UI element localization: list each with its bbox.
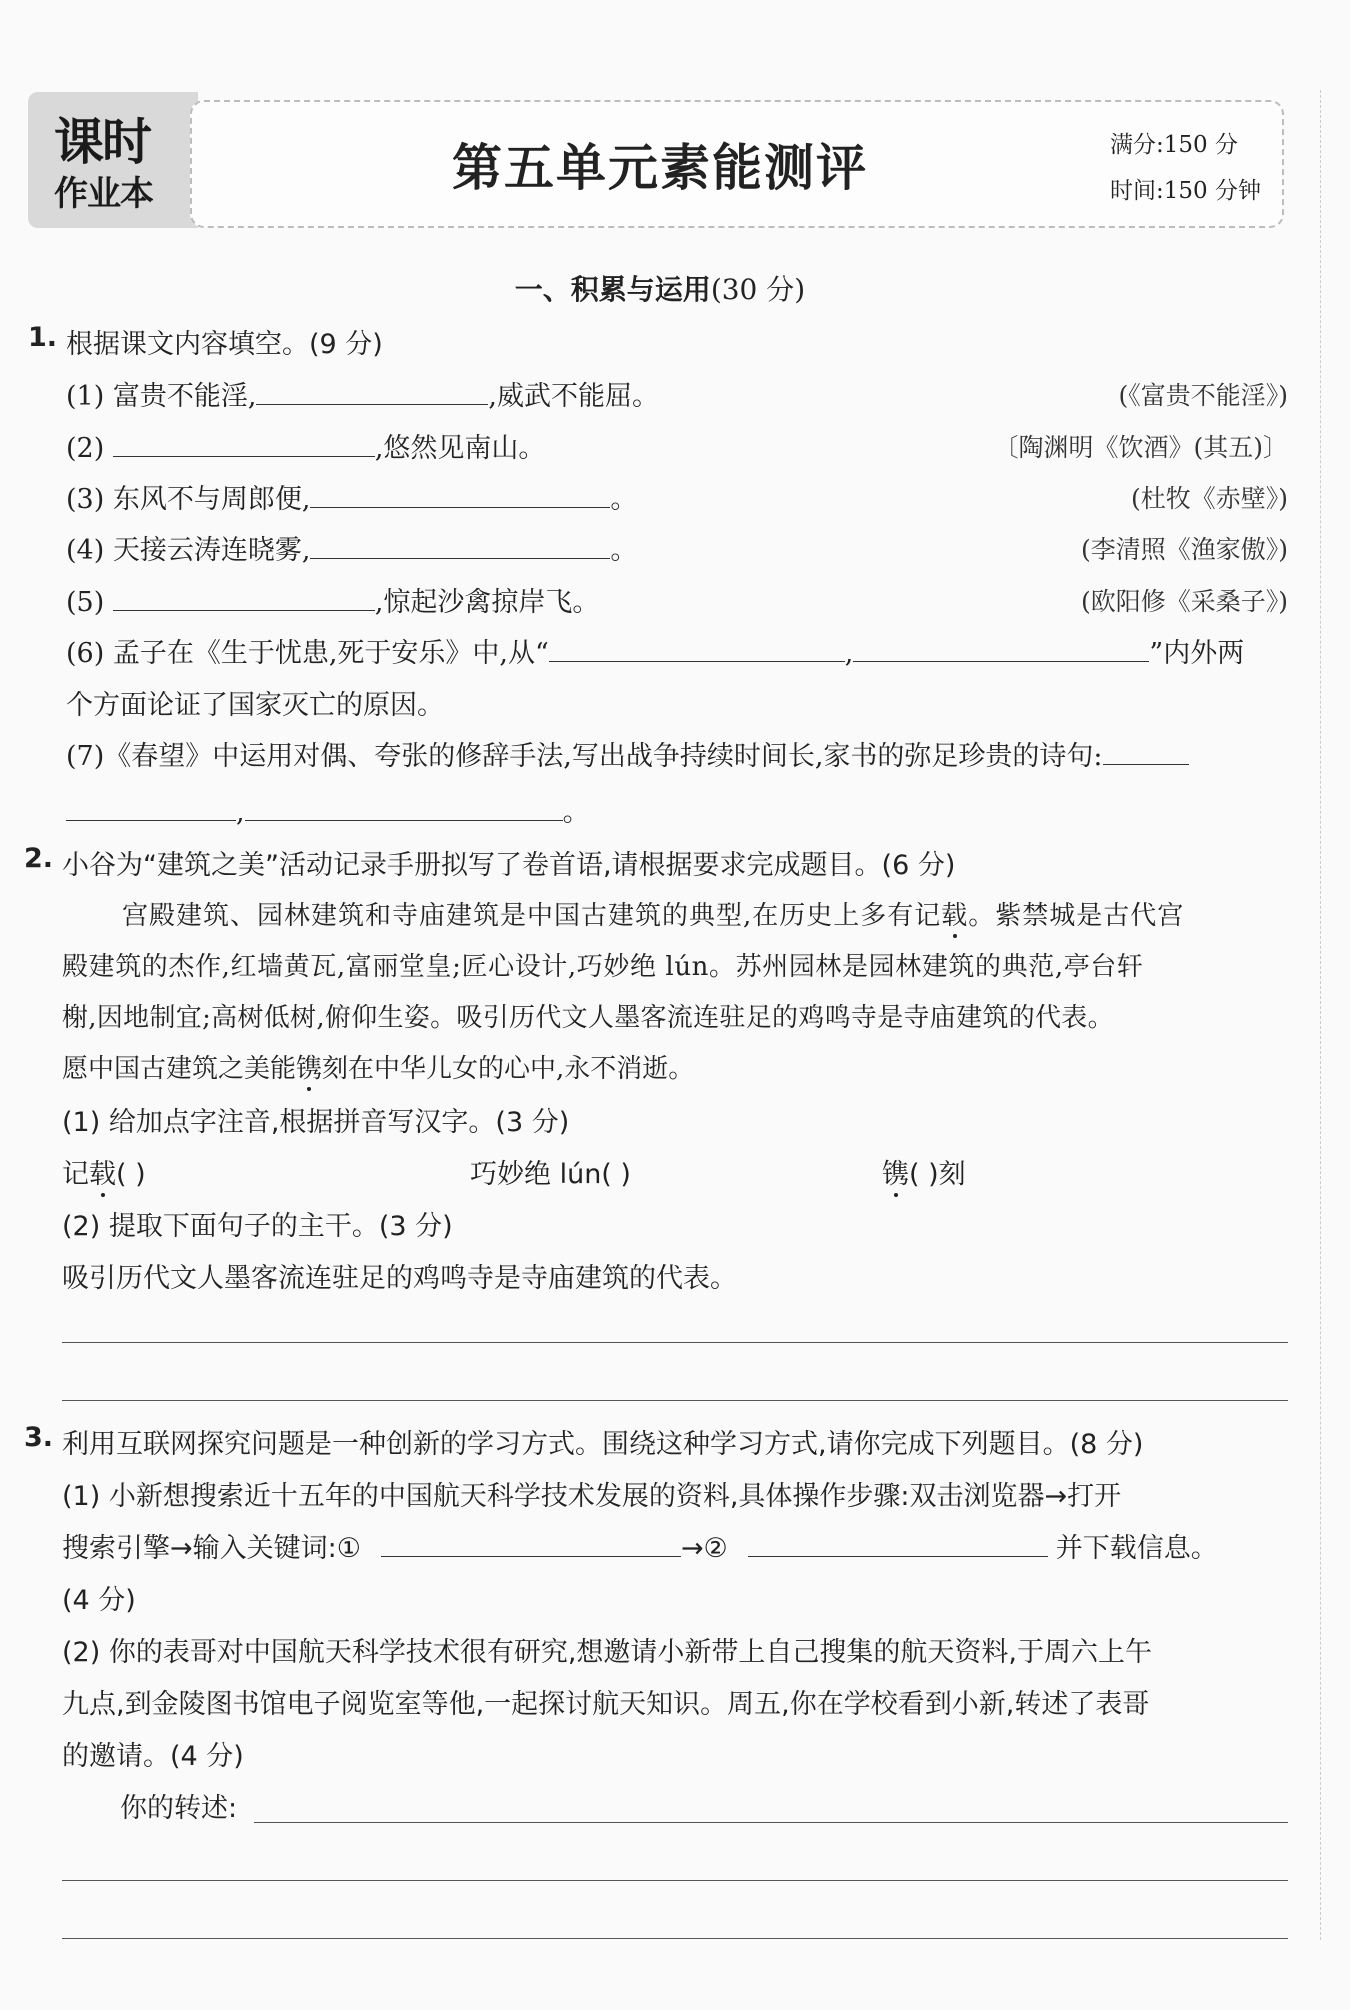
fill-item-4: [66, 528, 637, 567]
page-title: 第五单元素能测评: [452, 138, 868, 197]
fill-item-text: 。: [610, 535, 638, 566]
answer-line[interactable]: [62, 1400, 1288, 1401]
sub-question-cont: 的邀请。(4 分): [62, 1741, 244, 1772]
answer-blank[interactable]: [66, 798, 236, 821]
dotted-character: 载: [89, 1159, 116, 1190]
dotted-character: 载: [941, 901, 969, 931]
question-prompt: 根据课文内容填空。(9 分): [66, 329, 383, 360]
source-citation: (杜牧《赤壁》): [1130, 484, 1288, 513]
answer-blank[interactable]: [256, 382, 488, 405]
keyword-blank-1[interactable]: [381, 1534, 681, 1557]
fill-text: 记: [62, 1159, 89, 1190]
fill-item-text: (4) 天接云涛连晓雾,: [66, 535, 311, 566]
fill-item-7: [66, 734, 1189, 773]
answer-blank[interactable]: [310, 485, 610, 508]
answer-blank[interactable]: [113, 434, 375, 457]
fill-item-text: ,悠然见南山。: [374, 433, 546, 464]
answer-line[interactable]: [62, 1880, 1288, 1881]
passage-line: [62, 1048, 694, 1085]
fill-item-5: [66, 580, 599, 619]
keyword-blank-2[interactable]: [748, 1534, 1048, 1557]
source-citation: (欧阳修《采桑子》): [1080, 587, 1288, 616]
logo-line1: 课时: [54, 113, 150, 171]
question-number: 3.: [24, 1422, 54, 1453]
fill-item-text: 。: [562, 797, 590, 828]
fill-item-6: [66, 631, 1244, 670]
fill-item-text: (7)《春望》中运用对偶、夸张的修辞手法,写出战争持续时间长,家书的弥足珍贵的诗句:: [66, 741, 1103, 772]
section-points: (30 分): [710, 273, 806, 306]
separator: ,: [844, 638, 854, 669]
dotted-character: 镌: [296, 1054, 323, 1084]
fill-item-6-cont: 个方面论证了国家灭亡的原因。: [66, 690, 444, 721]
section-title: [0, 268, 1320, 308]
answer-blank[interactable]: [1103, 742, 1189, 765]
answer-paren[interactable]: ( ): [116, 1159, 146, 1190]
fill-item-text: (2): [66, 433, 113, 464]
fill-item-text: ”内外两: [1149, 638, 1245, 669]
fill-item-text: (3) 东风不与周郎便,: [66, 484, 311, 515]
answer-line[interactable]: [62, 1342, 1288, 1343]
logo-line2: 作业本: [54, 174, 153, 214]
answer-blank[interactable]: [549, 639, 845, 662]
question-number: 1.: [28, 322, 58, 353]
dotted-character: 镌: [882, 1159, 909, 1190]
fill-item-3: [66, 477, 637, 516]
sub-question-cont: [62, 1526, 1218, 1565]
fill-text: 并下载信息。: [1055, 1533, 1218, 1564]
separator: ,: [236, 797, 245, 828]
source-citation: 〔陶渊明《饮酒》(其五)〕: [993, 433, 1288, 462]
question-number: 2.: [24, 843, 54, 874]
passage-text: 。紫禁城是古代宫: [968, 901, 1185, 931]
answer-line[interactable]: [254, 1822, 1288, 1823]
answer-blank[interactable]: [113, 588, 375, 611]
fill-item-text: ,威武不能屈。: [488, 381, 660, 412]
fill-item-2: [66, 426, 545, 465]
fill-item-text: (1) 富贵不能淫,: [66, 381, 257, 412]
answer-blank[interactable]: [310, 536, 610, 559]
fill-item-7-cont: [66, 790, 590, 829]
question-prompt: 小谷为“建筑之美”活动记录手册拟写了卷首语,请根据要求完成题目。(6 分): [62, 850, 956, 881]
fill-item-text: (6) 孟子在《生于忧患,死于安乐》中,从“: [66, 638, 549, 669]
arrow-text: →②: [680, 1533, 728, 1564]
passage-line: 榭,因地制宜;高树低树,俯仰生姿。吸引历代文人墨客流连驻足的鸡鸣寺是寺庙建筑的代表。: [62, 1003, 1114, 1033]
fill-item-text: 。: [610, 484, 638, 515]
passage-text: 愿中国古建筑之美能: [62, 1054, 297, 1084]
full-score: 满分:150 分: [1110, 132, 1238, 158]
answer-line[interactable]: [62, 1938, 1288, 1939]
sub-question-cont: 九点,到金陵图书馆电子阅览室等他,一起探讨航天知识。周五,你在学校看到小新,转述了表哥: [62, 1689, 1150, 1720]
section-title-text: 一、积累与运用: [514, 273, 711, 306]
sub-question-points: (4 分): [62, 1585, 136, 1616]
sub-question: (2) 你的表哥对中国航天科学技术很有研究,想邀请小新带上自己搜集的航天资料,于周六上午: [62, 1637, 1152, 1668]
answer-blank[interactable]: [245, 798, 563, 821]
sub-question: (1) 给加点字注音,根据拼音写汉字。(3 分): [62, 1107, 570, 1138]
fill-char-b[interactable]: 巧妙绝 lún( ): [470, 1159, 631, 1190]
example-sentence: 吸引历代文人墨客流连驻足的鸡鸣寺是寺庙建筑的代表。: [62, 1263, 737, 1294]
sub-question: (1) 小新想搜索近十五年的中国航天科学技术发展的资料,具体操作步骤:双击浏览器→打开: [62, 1481, 1122, 1512]
answer-paren[interactable]: ( )刻: [909, 1159, 966, 1190]
sub-question: (2) 提取下面句子的主干。(3 分): [62, 1211, 453, 1242]
answer-blank[interactable]: [853, 639, 1149, 662]
passage-line: [122, 895, 1184, 932]
source-citation: (《富贵不能淫》): [1118, 381, 1288, 410]
fill-item-1: [66, 374, 659, 413]
answer-label: 你的转述:: [120, 1793, 238, 1824]
fill-pinyin-c: [882, 1152, 966, 1191]
source-citation: (李清照《渔家傲》): [1080, 535, 1288, 564]
fill-item-text: (5): [66, 587, 113, 618]
fill-text: 搜索引擎→输入关键词:①: [62, 1533, 361, 1564]
question-prompt: 利用互联网探究问题是一种创新的学习方式。围绕这种学习方式,请你完成下列题目。(8 分): [62, 1429, 1144, 1460]
fill-pinyin-a: [62, 1152, 146, 1191]
passage-text: 宫殿建筑、园林建筑和寺庙建筑是中国古建筑的典型,在历史上多有记: [122, 901, 942, 931]
time-limit: 时间:150 分钟: [1110, 178, 1261, 204]
passage-line: 殿建筑的杰作,红墙黄瓦,富丽堂皇;匠心设计,巧妙绝 lún。苏州园林是园林建筑的典范,亭台轩: [62, 952, 1144, 982]
fill-item-text: ,惊起沙禽掠岸飞。: [374, 587, 600, 618]
passage-text: 刻在中华儿女的心中,永不消逝。: [322, 1054, 695, 1084]
page-edge-line: [1320, 90, 1321, 1940]
